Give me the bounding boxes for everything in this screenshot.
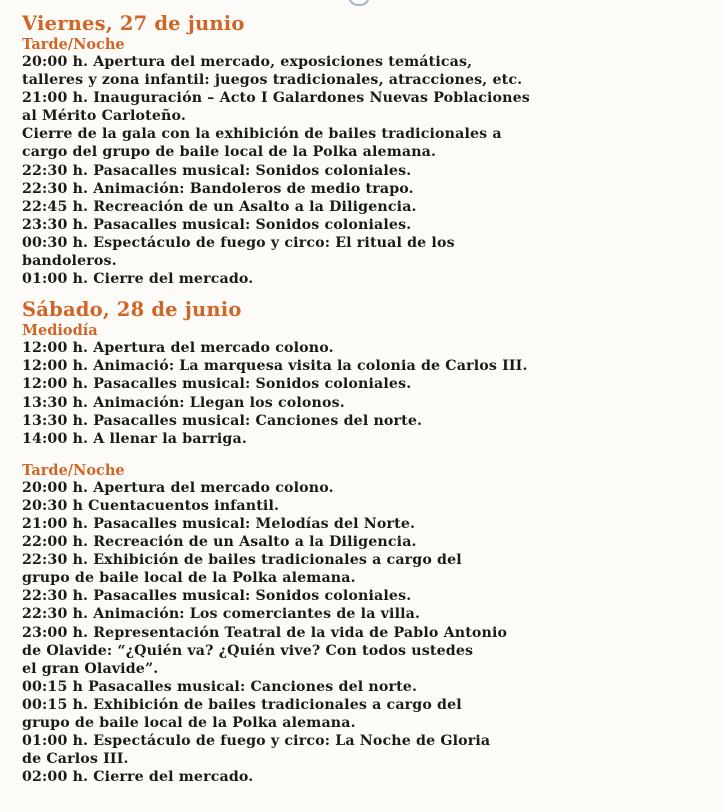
schedule-line: 22:30 h. Animación: Bandoleros de medio trapo. xyxy=(22,180,414,197)
schedule-line: 01:00 h. Cierre del mercado. xyxy=(22,271,254,288)
schedule-line: al Mérito Carloteño. xyxy=(22,108,186,125)
schedule-line: 22:30 h. Pasacalles musical: Sonidos coloniales. xyxy=(22,588,412,605)
schedule-line: de Carlos III. xyxy=(22,751,129,768)
schedule-line: 21:00 h. Pasacalles musical: Melodías del Norte. xyxy=(22,515,416,532)
schedule-line: el gran Olavide”. xyxy=(22,660,159,677)
schedule-line: 23:00 h. Representación Teatral de la vida de Pablo Antonio xyxy=(22,624,508,641)
schedule-line: cargo del grupo de baile local de la Polka alemana. xyxy=(22,144,437,161)
schedule-line: 22:30 h. Animación: Los comerciantes de la villa. xyxy=(22,606,421,623)
schedule-line: 21:00 h. Inauguración – Acto I Galardones Nuevas Poblaciones xyxy=(22,90,530,107)
schedule-line: 22:30 h. Pasacalles musical: Sonidos coloniales. xyxy=(22,162,412,179)
schedule-line: grupo de baile local de la Polka alemana. xyxy=(22,715,356,731)
schedule-line: talleres y zona infantil: juegos tradicionales, atracciones, etc. xyxy=(22,72,523,89)
schedule-line: 00:15 h. Exhibición de bailes tradicionales a cargo del xyxy=(22,696,462,713)
schedule-line: 13:30 h. Animación: Llegan los colonos. xyxy=(22,394,345,411)
section-title: Tarde/Noche xyxy=(22,461,125,479)
schedule-line: grupo de baile local de la Polka alemana. xyxy=(22,570,356,587)
schedule-line: 02:00 h. Cierre del mercado. xyxy=(22,769,254,786)
schedule-line: Cierre de la gala con la exhibición de bailes tradicionales a xyxy=(22,126,502,143)
day-block xyxy=(22,12,717,288)
day-title: Sábado, 28 de junio xyxy=(22,298,242,322)
schedule-line: 01:00 h. Espectáculo de fuego y circo: La Noche de Gloria xyxy=(22,733,491,750)
schedule-line: 20:30 h Cuentacuentos infantil. xyxy=(22,497,280,514)
schedule-line: 00:30 h. Espectáculo de fuego y circo: El ritual de los xyxy=(22,234,455,251)
schedule-line: 00:15 h Pasacalles musical: Canciones del norte. xyxy=(22,678,418,695)
schedule-line: 23:30 h. Pasacalles musical: Sonidos coloniales. xyxy=(22,216,412,233)
day-block xyxy=(22,298,717,786)
program-schedule xyxy=(22,12,717,786)
schedule-line: bandoleros. xyxy=(22,253,117,270)
decorative-arc-icon xyxy=(348,0,370,6)
schedule-line: 12:00 h. Animació: La marquesa visita la colonia de Carlos III. xyxy=(22,358,528,375)
schedule-line: de Olavide: “¿Quién va? ¿Quién vive? Con todos ustedes xyxy=(22,642,474,659)
schedule-line: 12:00 h. Pasacalles musical: Sonidos coloniales. xyxy=(22,376,412,393)
schedule-line: 13:30 h. Pasacalles musical: Canciones del norte. xyxy=(22,412,423,429)
schedule-line: 22:00 h. Recreación de un Asalto a la Diligencia. xyxy=(22,534,417,551)
day-title: Viernes, 27 de junio xyxy=(22,12,245,35)
section-title: Tarde/Noche xyxy=(22,36,125,53)
schedule-line: 12:00 h. Apertura del mercado colono. xyxy=(22,340,334,357)
section-title: Mediodía xyxy=(22,322,98,340)
schedule-line: 14:00 h. A llenar la barriga. xyxy=(22,430,247,447)
schedule-line: 22:30 h. Exhibición de bailes tradicionales a cargo del xyxy=(22,552,462,569)
schedule-line: 20:00 h. Apertura del mercado, exposiciones temáticas, xyxy=(22,54,473,70)
schedule-line: 20:00 h. Apertura del mercado colono. xyxy=(22,479,334,496)
schedule-line: 22:45 h. Recreación de un Asalto a la Diligencia. xyxy=(22,198,417,215)
